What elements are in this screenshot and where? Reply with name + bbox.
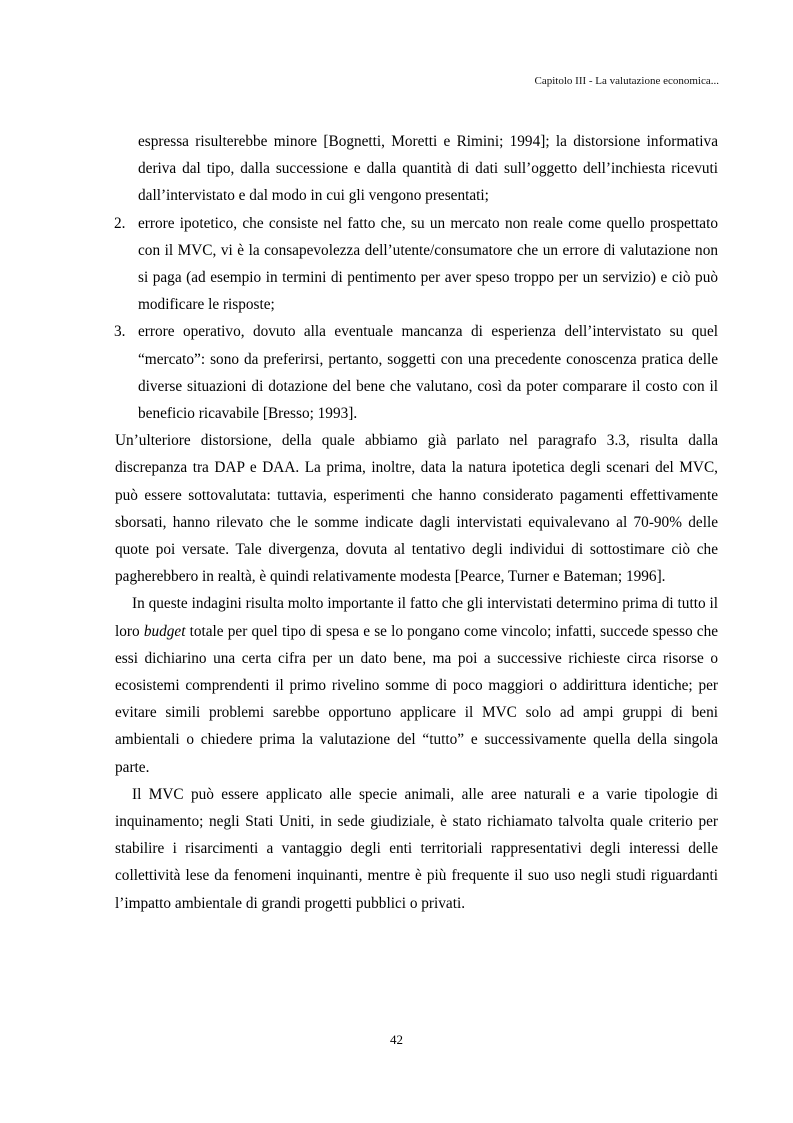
list-item-text: errore operativo, dovuto alla eventuale mancanza di esperienza dell’intervistato su quel “mercato”: sono da preferirsi, pertanto, soggetti con una precedente conoscenza pratica delle diverse situazioni di dotazione del bene che valutano, così da poter comparare il costo con il beneficio ricavabile [Bresso; 1993]. bbox=[138, 323, 718, 423]
list-item-continuation: espressa risulterebbe minore [Bognetti, Moretti e Rimini; 1994]; la distorsione informativa deriva dal tipo, dalla successione e dalla quantità di dati sull’oggetto dell’inchiesta ricevuti dall’intervistato e dal modo in cui gli vengono presentati; bbox=[138, 133, 718, 205]
list-item-number: 3. bbox=[114, 323, 126, 341]
error-list bbox=[115, 210, 718, 428]
list-item-text: errore ipotetico, che consiste nel fatto che, su un mercato non reale come quello prospettato con il MVC, vi è la consapevolezza dell’utente/consumatore che un errore di valutazione non si paga (ad esempio in termini di pentimento per aver speso troppo per un servizio) e ciò può modificare le risposte; bbox=[138, 214, 718, 314]
budget-italic-term: budget bbox=[143, 622, 186, 640]
body-text bbox=[115, 128, 718, 917]
paragraph-applications: Il MVC può essere applicato alle specie animali, alle aree naturali e a varie tipologie di inquinamento; negli Stati Uniti, in sede giudiziale, è stato richiamato talvolta quale criterio per stabilire i risarcimenti a vantaggio degli enti territoriali rappresentativi degli interessi delle collettività lese da fenomeni inquinanti, mentre è più frequente il suo uso negli studi riguardanti l’impatto ambientale di grandi progetti pubblici o privati. bbox=[115, 785, 718, 912]
page-number: 42 bbox=[390, 1032, 403, 1047]
paragraph-budget-before: In queste indagini risulta molto importante il fatto che gli intervistati determino prima di tutto il loro bbox=[115, 595, 718, 640]
list-item bbox=[115, 318, 718, 427]
paragraph-distortion: Un’ulteriore distorsione, della quale abbiamo già parlato nel paragrafo 3.3, risulta dalla discrepanza tra DAP e DAA. La prima, inoltre, data la natura ipotetica degli scenari del MVC, può essere sottovalutata: tuttavia, esperimenti che hanno considerato pagamenti effettivamente sborsati, hanno rilevato che le somme indicate dagli intervistati equivalevano al 70-90% delle quote poi versate. Tale divergenza, dovuta al tentativo degli individui di sottostimare ciò che pagherebbero in realtà, è quindi relativamente modesta [Pearce, Turner e Bateman; 1996]. bbox=[115, 432, 718, 586]
list-item-number: 2. bbox=[114, 214, 126, 232]
running-header: Capitolo III - La valutazione economica... bbox=[534, 75, 719, 87]
list-item bbox=[115, 210, 718, 319]
paragraph-budget-after: totale per quel tipo di spesa e se lo pongano come vincolo; infatti, succede spesso che essi dichiarino una certa cifra per un dato bene, ma poi a successive richieste circa risorse o ecosistemi comprendenti il primo rivelino somme di poco maggiori o addirittura identiche; per evitare simili problemi sarebbe opportuno applicare il MVC solo ad ampi gruppi di beni ambientali o chiedere prima la valutazione del “tutto” e successivamente quella della singola parte. bbox=[115, 622, 719, 776]
paragraph-budget bbox=[115, 590, 718, 780]
